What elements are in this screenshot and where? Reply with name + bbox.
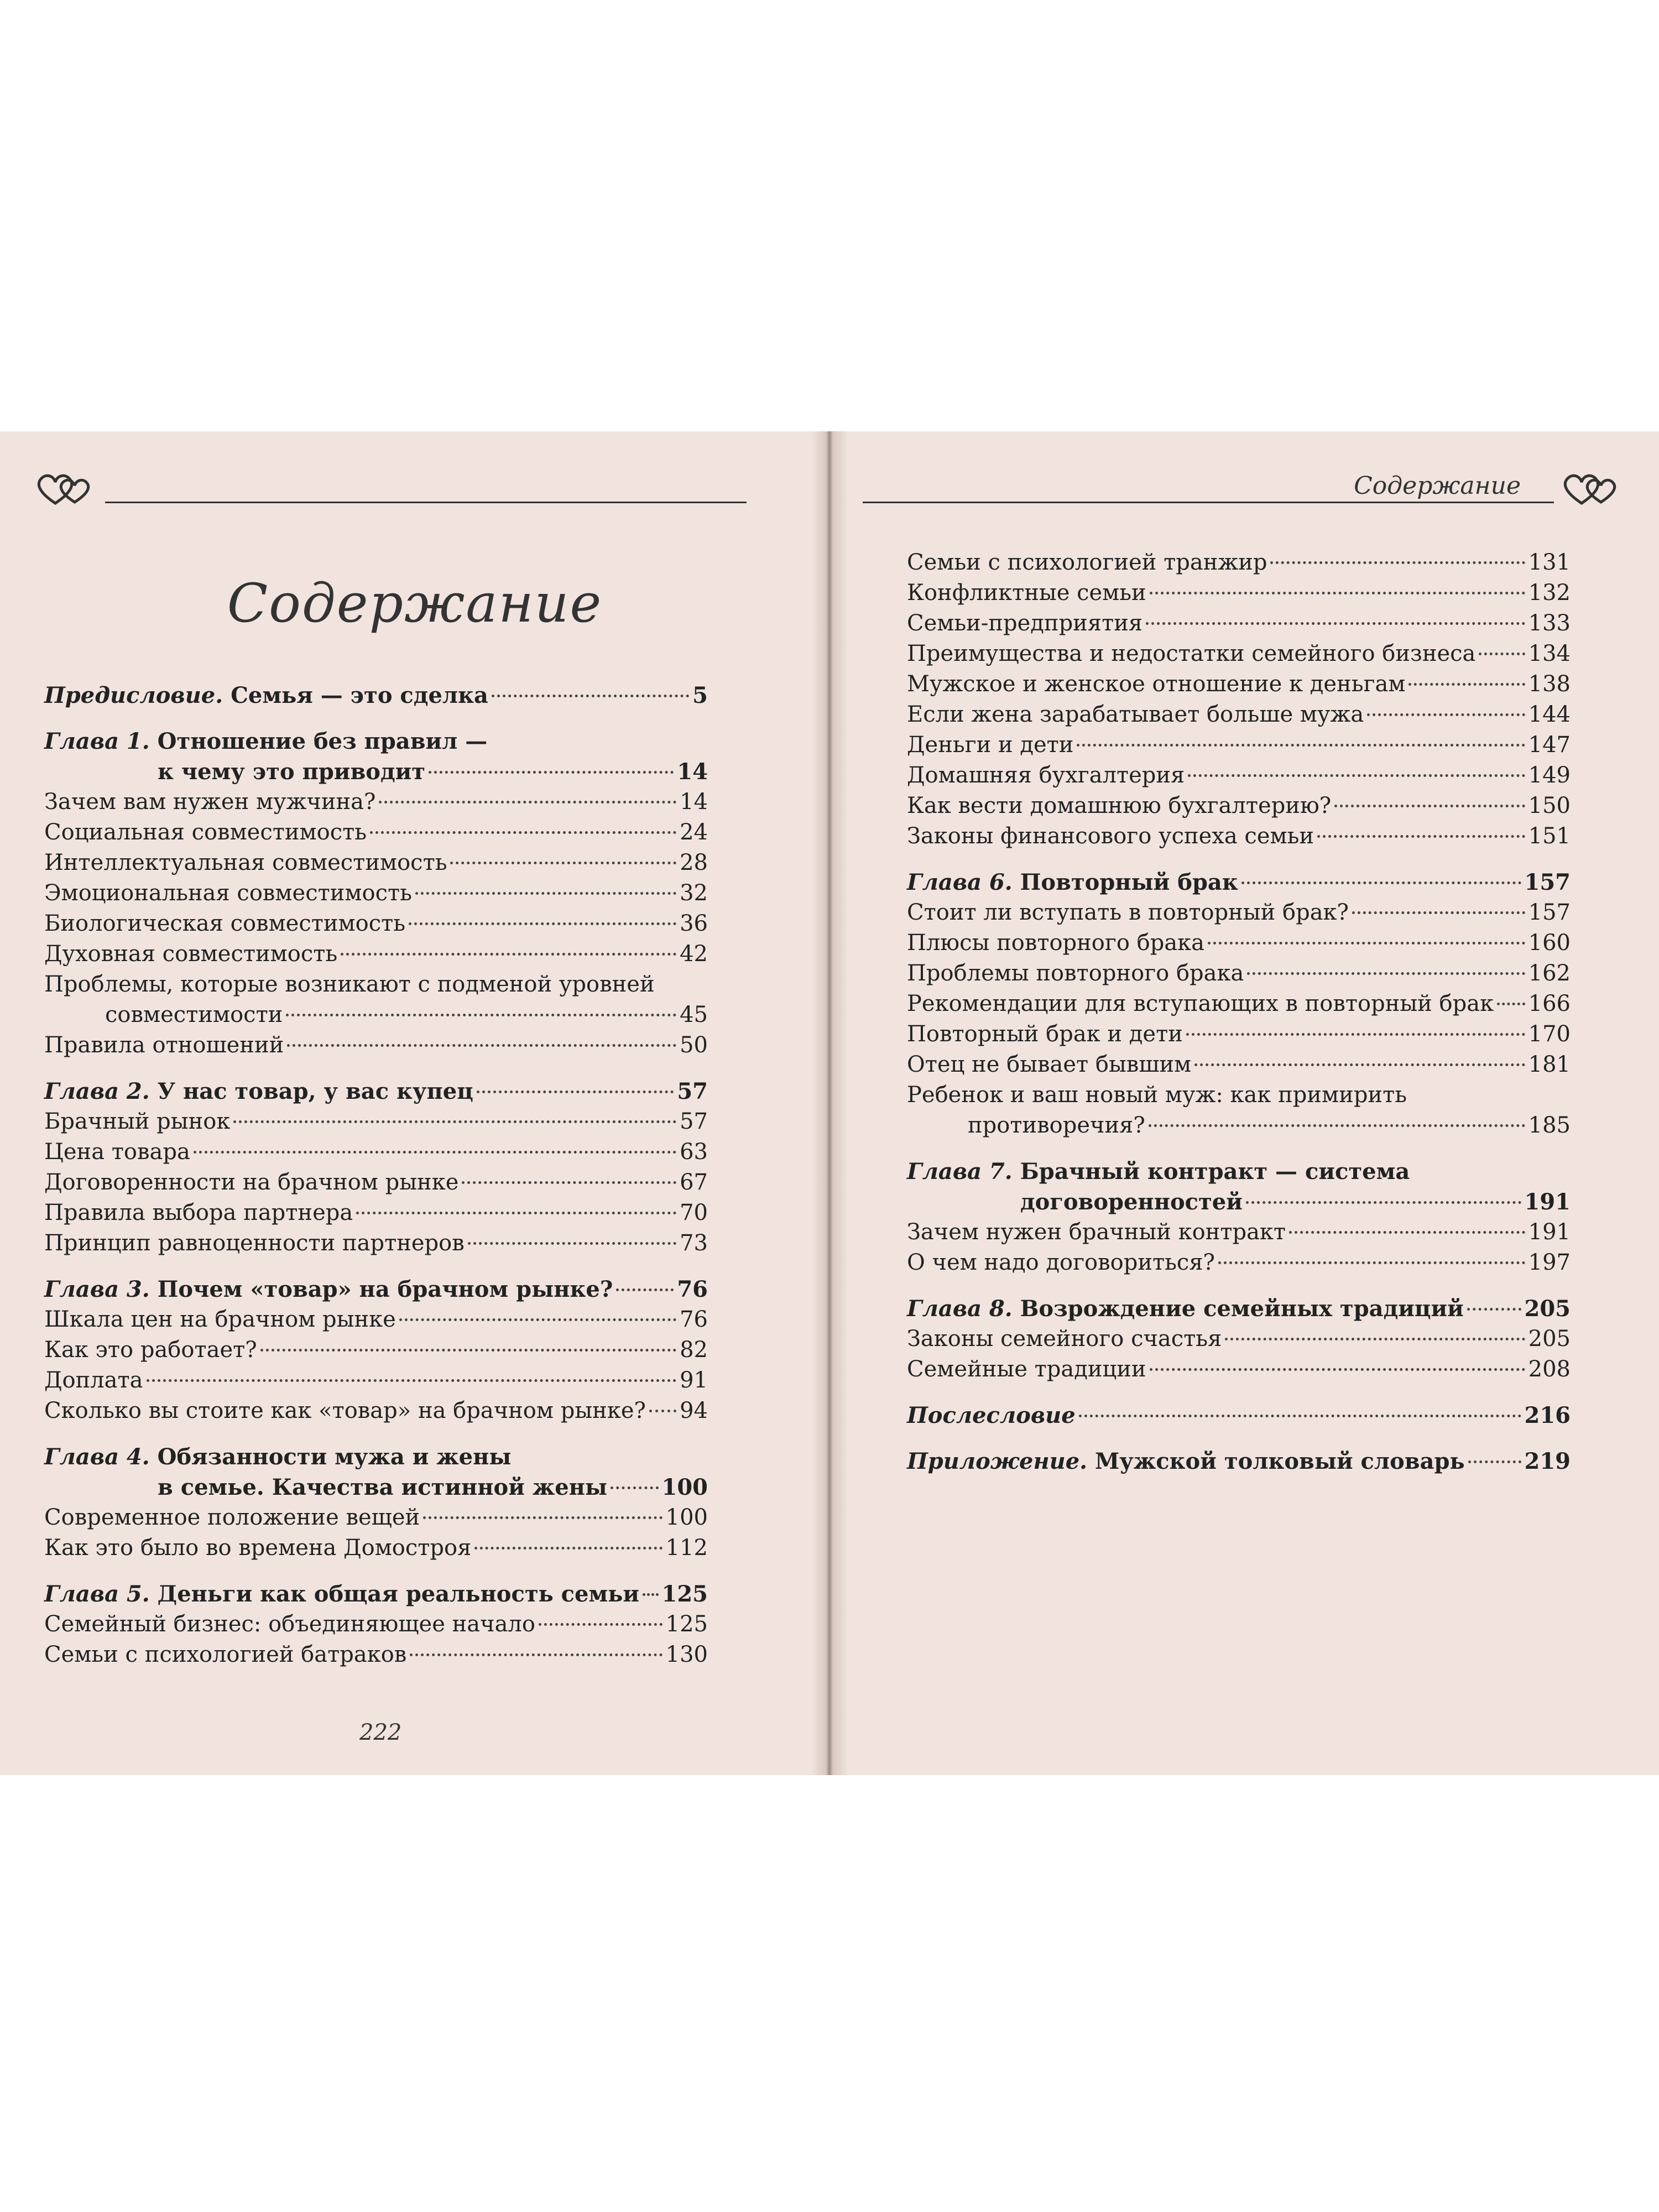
dot-leader bbox=[287, 1044, 676, 1047]
dot-leader bbox=[1467, 1308, 1521, 1311]
entry-title: Рекомендации для вступающих в повторный брак bbox=[907, 991, 1494, 1016]
dot-leader bbox=[379, 801, 676, 804]
dot-leader bbox=[341, 953, 676, 956]
left-page bbox=[0, 431, 830, 1775]
entry-title-continued: договоренностей bbox=[1020, 1189, 1243, 1215]
page-ref: 205 bbox=[1524, 1296, 1571, 1322]
entry-title: Как это работает? bbox=[44, 1337, 257, 1363]
entry-title: Деньги и дети bbox=[907, 732, 1074, 758]
chapter-entry bbox=[44, 1472, 708, 1503]
dot-leader bbox=[450, 862, 676, 864]
dot-leader bbox=[286, 1014, 676, 1016]
toc-item bbox=[907, 1324, 1571, 1354]
dot-leader bbox=[147, 1379, 677, 1382]
dot-leader bbox=[649, 1410, 676, 1412]
entry-title: Плюсы повторного брака bbox=[907, 930, 1205, 956]
dot-leader bbox=[1334, 805, 1525, 807]
dot-leader bbox=[1150, 592, 1525, 594]
page-ref: 170 bbox=[1528, 1021, 1571, 1047]
header-rule bbox=[105, 502, 747, 503]
entry-title: Духовная совместимость bbox=[44, 941, 338, 967]
dot-leader bbox=[399, 1318, 676, 1321]
entry-title-continued: противоречия? bbox=[968, 1113, 1145, 1138]
page-ref: 50 bbox=[680, 1032, 708, 1058]
toc-item bbox=[907, 989, 1571, 1019]
hearts-icon bbox=[1559, 470, 1626, 509]
entry-title: Современное положение вещей bbox=[44, 1505, 420, 1530]
entry-title: Биологическая совместимость bbox=[44, 911, 406, 936]
entry-title: Сколько вы стоите как «товар» на брачном рынке? bbox=[44, 1398, 646, 1423]
entry-title: Доплата bbox=[44, 1368, 143, 1393]
toc-item bbox=[907, 1050, 1571, 1080]
toc-item bbox=[907, 791, 1571, 821]
toc-item bbox=[907, 760, 1571, 791]
toc-item bbox=[44, 1030, 708, 1061]
toc-item bbox=[44, 1107, 708, 1137]
entry-title: О чем надо договориться? bbox=[907, 1250, 1215, 1275]
dot-leader bbox=[429, 771, 674, 774]
entry-title: Семейные традиции bbox=[907, 1357, 1146, 1382]
dot-leader bbox=[233, 1120, 676, 1123]
toc-item bbox=[44, 878, 708, 909]
entry-title-continued: в семье. Качества истинной жены bbox=[158, 1474, 608, 1500]
chapter-label: Послесловие bbox=[907, 1402, 1076, 1428]
entry-title: Как это было во времена Домостроя bbox=[44, 1535, 472, 1561]
toc-left-list bbox=[44, 680, 708, 1670]
toc-item bbox=[44, 848, 708, 878]
page-number: 222 bbox=[359, 1720, 402, 1745]
toc-item bbox=[907, 1248, 1571, 1278]
toc-item bbox=[907, 821, 1571, 852]
dot-leader bbox=[1367, 713, 1525, 716]
toc-right-list bbox=[907, 547, 1571, 1477]
dot-leader bbox=[1146, 622, 1525, 625]
page-ref: 125 bbox=[661, 1581, 708, 1607]
dot-leader bbox=[468, 1242, 676, 1245]
dot-leader bbox=[1077, 744, 1525, 747]
toc-item bbox=[907, 547, 1571, 578]
dot-leader bbox=[1225, 1338, 1525, 1340]
entry-title: Законы семейного счастья bbox=[907, 1326, 1222, 1352]
dot-leader bbox=[611, 1486, 658, 1489]
page-ref: 131 bbox=[1528, 550, 1571, 575]
entry-title: Зачем нужен брачный контракт bbox=[907, 1219, 1286, 1245]
toc-item bbox=[44, 1396, 708, 1426]
entry-title: Законы финансового успеха семьи bbox=[907, 823, 1314, 849]
chapter-title bbox=[907, 1446, 1465, 1477]
toc-item-line: Проблемы, которые возникают с подменой уровней bbox=[44, 972, 655, 997]
entry-title: Брачный рынок bbox=[44, 1109, 231, 1134]
entry-title-continued: к чему это приводит bbox=[158, 759, 426, 785]
chapter-title bbox=[44, 1274, 613, 1305]
dot-leader bbox=[1149, 1124, 1525, 1127]
page-ref: 14 bbox=[677, 759, 708, 785]
page-ref: 5 bbox=[692, 682, 708, 708]
toc-item bbox=[907, 608, 1571, 639]
entry-title: Стоит ли вступать в повторный брак? bbox=[907, 900, 1349, 925]
dot-leader bbox=[1241, 881, 1521, 884]
entry-title: Проблемы повторного брака bbox=[907, 961, 1244, 986]
page-ref: 67 bbox=[680, 1170, 708, 1195]
chapter-entry bbox=[44, 680, 708, 711]
toc-item bbox=[907, 669, 1571, 700]
right-page-header bbox=[863, 470, 1626, 503]
chapter-name: У нас товар, у вас купец bbox=[157, 1078, 473, 1104]
chapter-label: Глава 3. bbox=[44, 1276, 150, 1302]
dot-leader bbox=[462, 1181, 676, 1184]
chapter-entry bbox=[44, 1274, 708, 1305]
entry-title: Конфликтные семьи bbox=[907, 580, 1146, 606]
entry-title: Мужское и женское отношение к деньгам bbox=[907, 671, 1406, 697]
entry-title: Интеллектуальная совместимость bbox=[44, 850, 447, 875]
toc-item bbox=[907, 730, 1571, 760]
toc-item bbox=[44, 1609, 708, 1640]
page-ref: 157 bbox=[1524, 869, 1571, 895]
chapter-entry bbox=[44, 757, 708, 787]
chapter-title bbox=[44, 680, 488, 711]
entry-title: Правила отношений bbox=[44, 1032, 284, 1058]
toc-item-line: Ребенок и ваш новый муж: как примирить bbox=[907, 1082, 1407, 1108]
toc-item bbox=[44, 1335, 708, 1365]
chapter-label: Предисловие. bbox=[44, 682, 223, 708]
running-title: Содержание bbox=[1354, 472, 1521, 500]
entry-title: Правила выбора партнера bbox=[44, 1200, 353, 1225]
page-ref: 134 bbox=[1528, 641, 1571, 666]
hearts-icon bbox=[33, 470, 100, 509]
dot-leader bbox=[410, 1653, 662, 1656]
entry-title: Шкала цен на брачном рынке bbox=[44, 1307, 396, 1332]
toc-item bbox=[907, 639, 1571, 669]
entry-title: Принцип равноценности партнеров bbox=[44, 1230, 465, 1256]
toc-title: Содержание bbox=[227, 572, 603, 634]
entry-title: Повторный брак и дети bbox=[907, 1021, 1183, 1047]
open-book bbox=[0, 431, 1659, 1775]
dot-leader bbox=[616, 1288, 674, 1291]
chapter-name: Семья — это сделка bbox=[231, 682, 488, 708]
entry-title: Зачем вам нужен мужчина? bbox=[44, 789, 376, 815]
chapter-entry bbox=[907, 1400, 1571, 1431]
dot-leader bbox=[477, 1091, 674, 1093]
chapter-entry bbox=[907, 1446, 1571, 1477]
entry-title: Домашняя бухгалтерия bbox=[907, 763, 1185, 788]
dot-leader bbox=[1208, 942, 1525, 945]
dot-leader bbox=[1246, 1201, 1521, 1204]
dot-leader bbox=[474, 1547, 662, 1550]
entry-title-continued: совместимости bbox=[105, 1002, 283, 1027]
page-ref: 100 bbox=[661, 1474, 708, 1500]
chapter-entry bbox=[907, 867, 1571, 898]
entry-title: Цена товара bbox=[44, 1139, 190, 1165]
chapter-title-line bbox=[44, 1442, 708, 1472]
entry-title: Как вести домашнюю бухгалтерию? bbox=[907, 793, 1332, 818]
dot-leader bbox=[370, 831, 676, 834]
dot-leader bbox=[1186, 1033, 1525, 1036]
dot-leader bbox=[415, 892, 676, 895]
dot-leader bbox=[1479, 653, 1525, 655]
page-ref: 130 bbox=[665, 1642, 708, 1667]
chapter-title bbox=[907, 1400, 1076, 1431]
toc-item bbox=[44, 787, 708, 817]
toc-item bbox=[907, 578, 1571, 608]
header-rule bbox=[863, 502, 1554, 503]
dot-leader bbox=[1497, 1003, 1525, 1005]
dot-leader bbox=[194, 1151, 676, 1154]
toc-item bbox=[44, 1365, 708, 1396]
dot-leader bbox=[1218, 1261, 1525, 1264]
toc-item bbox=[44, 939, 708, 969]
toc-item bbox=[907, 1354, 1571, 1385]
dot-leader bbox=[1270, 561, 1525, 564]
page-ref: 191 bbox=[1524, 1189, 1571, 1215]
toc-item bbox=[44, 1198, 708, 1228]
right-page bbox=[830, 431, 1659, 1775]
toc-item bbox=[44, 1305, 708, 1335]
page-ref: 100 bbox=[665, 1505, 708, 1530]
entry-title: Договоренности на брачном рынке bbox=[44, 1170, 459, 1195]
entry-title: Преимущества и недостатки семейного бизнеса bbox=[907, 641, 1476, 666]
chapter-label: Глава 4. bbox=[44, 1444, 150, 1470]
page-ref: 185 bbox=[1528, 1113, 1571, 1138]
page-ref: 157 bbox=[1528, 900, 1571, 925]
chapter-title: Обязанности мужа и жены bbox=[157, 1444, 512, 1470]
page-ref: 57 bbox=[680, 1109, 708, 1134]
page-ref: 208 bbox=[1528, 1357, 1571, 1382]
dot-leader bbox=[1468, 1460, 1521, 1463]
toc-item bbox=[44, 1228, 708, 1259]
chapter-label: Глава 5. bbox=[44, 1581, 150, 1607]
chapter-title: Отношение без правил — bbox=[157, 728, 488, 754]
dot-leader bbox=[1079, 1415, 1521, 1417]
entry-title: Отец не бывает бывшим bbox=[907, 1052, 1192, 1077]
chapter-name: Повторный брак bbox=[1020, 869, 1238, 895]
chapter-name: Деньги как общая реальность семьи bbox=[157, 1581, 640, 1607]
page-ref: 70 bbox=[680, 1200, 708, 1225]
page-ref: 181 bbox=[1528, 1052, 1571, 1077]
page-ref: 138 bbox=[1528, 671, 1571, 697]
page-ref: 216 bbox=[1524, 1402, 1571, 1428]
chapter-title bbox=[44, 1076, 473, 1107]
entry-title: Социальная совместимость bbox=[44, 820, 367, 845]
page-ref: 28 bbox=[680, 850, 708, 875]
chapter-title-line bbox=[44, 726, 708, 757]
entry-title: Эмоциональная совместимость bbox=[44, 880, 412, 906]
toc-item bbox=[907, 928, 1571, 958]
page-ref: 45 bbox=[680, 1002, 708, 1027]
page-ref: 76 bbox=[677, 1276, 708, 1302]
dot-leader bbox=[1289, 1231, 1525, 1234]
toc-item bbox=[907, 898, 1571, 928]
chapter-entry bbox=[44, 1076, 708, 1107]
dot-leader bbox=[1194, 1063, 1525, 1066]
dot-leader bbox=[356, 1212, 676, 1214]
chapter-name: Мужской толковый словарь bbox=[1095, 1448, 1465, 1474]
page-ref: 166 bbox=[1528, 991, 1571, 1016]
page-ref: 132 bbox=[1528, 580, 1571, 606]
toc-item bbox=[44, 1167, 708, 1198]
page-ref: 160 bbox=[1528, 930, 1571, 956]
page-ref: 42 bbox=[680, 941, 708, 967]
page-ref: 149 bbox=[1528, 763, 1571, 788]
entry-title: Семьи-предприятия bbox=[907, 611, 1143, 636]
dot-leader bbox=[1188, 774, 1525, 777]
toc-item bbox=[44, 817, 708, 848]
page-ref: 76 bbox=[680, 1307, 708, 1332]
chapter-label: Глава 8. bbox=[907, 1296, 1013, 1322]
toc-item bbox=[907, 1110, 1571, 1141]
chapter-title: Брачный контракт — система bbox=[1020, 1159, 1410, 1185]
dot-leader bbox=[643, 1593, 658, 1596]
toc-item bbox=[44, 909, 708, 939]
dot-leader bbox=[1150, 1368, 1525, 1371]
toc-item bbox=[44, 1533, 708, 1563]
chapter-title bbox=[907, 867, 1238, 898]
toc-item bbox=[44, 1640, 708, 1670]
chapter-entry bbox=[907, 1187, 1571, 1217]
toc-item bbox=[907, 1019, 1571, 1050]
page-ref: 191 bbox=[1528, 1219, 1571, 1245]
entry-title: Семейный бизнес: объединяющее начало bbox=[44, 1611, 535, 1637]
dot-leader bbox=[1352, 911, 1525, 914]
page-ref: 125 bbox=[665, 1611, 708, 1637]
dot-leader bbox=[539, 1623, 662, 1626]
page-ref: 112 bbox=[665, 1535, 708, 1561]
page-ref: 197 bbox=[1528, 1250, 1571, 1275]
chapter-name: Возрождение семейных традиций bbox=[1020, 1296, 1464, 1322]
chapter-entry bbox=[44, 1579, 708, 1609]
dot-leader bbox=[492, 695, 689, 697]
page-ref: 151 bbox=[1528, 823, 1571, 849]
entry-title: Семьи с психологией батраков bbox=[44, 1642, 407, 1667]
page-ref: 91 bbox=[680, 1368, 708, 1393]
dot-leader bbox=[409, 922, 676, 925]
toc-item bbox=[44, 1503, 708, 1533]
toc-item bbox=[44, 1137, 708, 1167]
page-ref: 133 bbox=[1528, 611, 1571, 636]
page-ref: 219 bbox=[1524, 1448, 1571, 1474]
page-ref: 36 bbox=[680, 911, 708, 936]
chapter-title bbox=[44, 1579, 639, 1609]
page-ref: 162 bbox=[1528, 961, 1571, 986]
page-ref: 144 bbox=[1528, 702, 1571, 727]
page-ref: 94 bbox=[680, 1398, 708, 1423]
page-ref: 24 bbox=[680, 820, 708, 845]
dot-leader bbox=[1408, 683, 1525, 686]
dot-leader bbox=[1247, 972, 1525, 975]
page-ref: 57 bbox=[677, 1078, 708, 1104]
chapter-label: Приложение. bbox=[907, 1448, 1088, 1474]
dot-leader bbox=[260, 1349, 676, 1352]
chapter-label: Глава 7. bbox=[907, 1159, 1013, 1185]
page-ref: 14 bbox=[680, 789, 708, 815]
toc-item bbox=[907, 958, 1571, 989]
toc-item bbox=[907, 1217, 1571, 1248]
page-ref: 150 bbox=[1528, 793, 1571, 818]
page-ref: 147 bbox=[1528, 732, 1571, 758]
chapter-label: Глава 1. bbox=[44, 728, 150, 754]
toc-item bbox=[44, 1000, 708, 1030]
chapter-label: Глава 2. bbox=[44, 1078, 150, 1104]
dot-leader bbox=[423, 1516, 662, 1519]
chapter-title bbox=[907, 1293, 1464, 1324]
chapter-label: Глава 6. bbox=[907, 869, 1013, 895]
left-page-header bbox=[33, 470, 747, 503]
page-ref: 73 bbox=[680, 1230, 708, 1256]
page-ref: 82 bbox=[680, 1337, 708, 1363]
book-gutter bbox=[812, 431, 847, 1775]
page-ref: 205 bbox=[1528, 1326, 1571, 1352]
page-ref: 32 bbox=[680, 880, 708, 906]
chapter-name: Почем «товар» на брачном рынке? bbox=[157, 1276, 613, 1302]
chapter-title-line bbox=[907, 1156, 1571, 1187]
page-ref: 63 bbox=[680, 1139, 708, 1165]
toc-item bbox=[907, 700, 1571, 730]
dot-leader bbox=[1317, 835, 1525, 838]
entry-title: Семьи с психологией транжир bbox=[907, 550, 1267, 575]
entry-title: Если жена зарабатывает больше мужа bbox=[907, 702, 1364, 727]
chapter-entry bbox=[907, 1293, 1571, 1324]
